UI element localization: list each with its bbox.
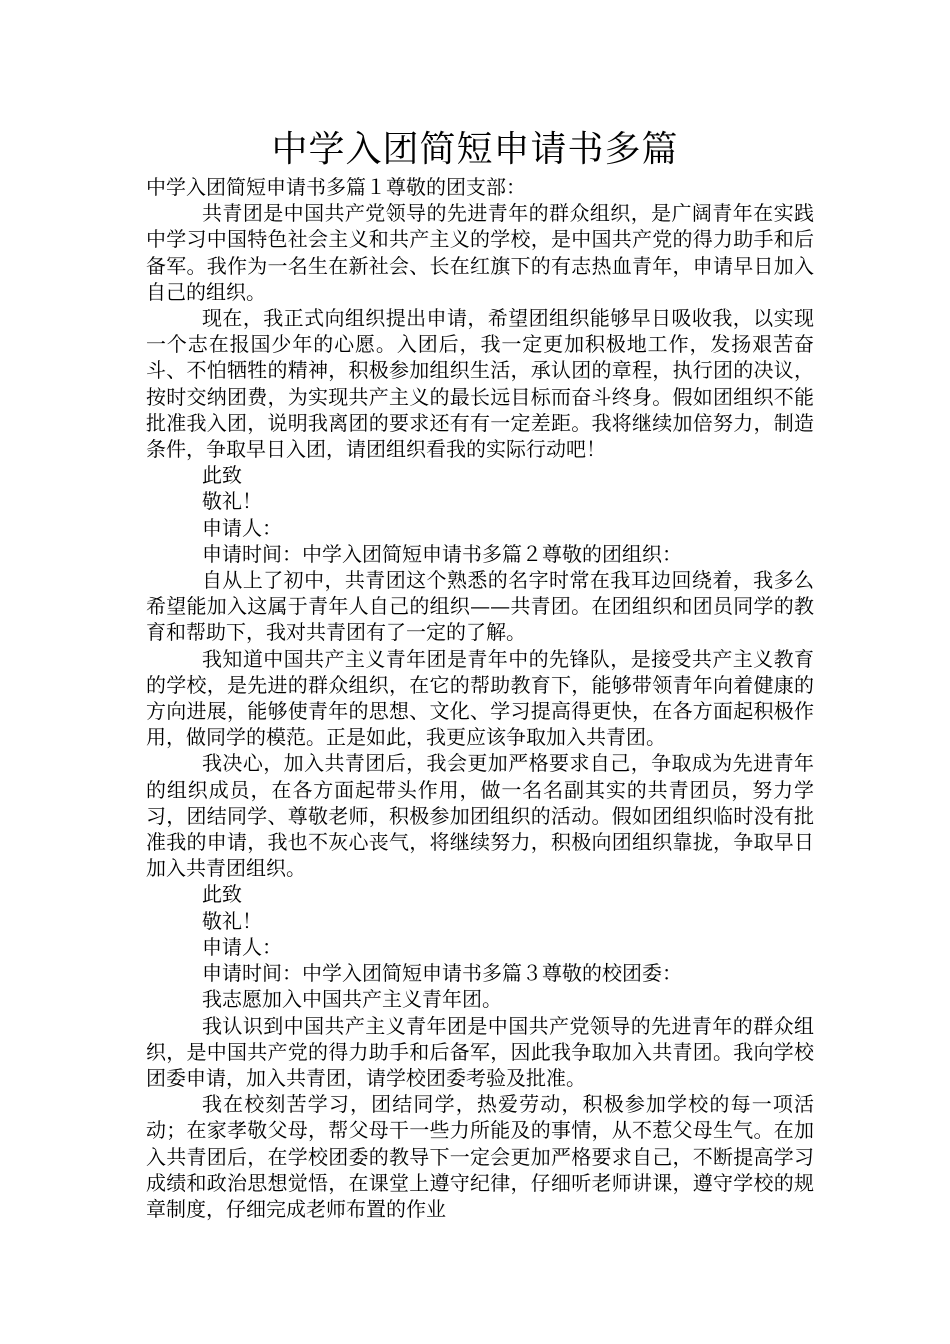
body-paragraph: 共青团是中国共产党领导的先进青年的群众组织，是广阔青年在实践中学习中国特色社会主义和共产主义的学校，是中国共产党的得力助手和后备军。我作为一名生在新社会、长在红旗下的有志热血青年，申请早日加入自己的组织。 — [146, 201, 814, 304]
body-paragraph: 申请时间：中学入团简短申请书多篇２尊敬的团组织： — [202, 541, 682, 566]
document-body — [146, 174, 814, 1222]
body-paragraph: 我知道中国共产主义青年团是青年中的先锋队，是接受共产主义教育的学校，是先进的群众组织，在它的帮助教育下，能够带领青年向着健康的方向进展，能够使青年的思想、文化、学习提高得更快，在各方面起积极作用，做同学的模范。正是如此，我更应该争取加入共青团。 — [146, 646, 814, 750]
body-paragraph: 此致 — [202, 882, 242, 907]
body-paragraph: 敬礼！ — [202, 908, 262, 933]
body-paragraph: 我志愿加入中国共产主义青年团。 — [202, 987, 502, 1012]
body-paragraph: 此致 — [202, 463, 242, 488]
body-paragraph: 自从上了初中，共青团这个熟悉的名字时常在我耳边回绕着，我多么希望能加入这属于青年人自己的组织——共青团。在团组织和团员同学的教育和帮助下，我对共青团有了一定的了解。 — [146, 568, 814, 645]
body-paragraph: 申请时间：中学入团简短申请书多篇３尊敬的校团委： — [202, 961, 682, 986]
body-paragraph: 我决心，加入共青团后，我会更加严格要求自己，争取成为先进青年的组织成员，在各方面起带头作用，做一名名副其实的共青团员，努力学习，团结同学、尊敬老师，积极参加团组织的活动。假如团组织临时没有批准我的申请，我也不灰心丧气，将继续努力，积极向团组织靠拢，争取早日加入共青团组织。 — [146, 751, 814, 881]
body-paragraph: 我在校刻苦学习，团结同学，热爱劳动，积极参加学校的每一项活动；在家孝敬父母，帮父母干一些力所能及的事情，从不惹父母生气。在加入共青团后，在学校团委的教导下一定会更加严格要求自己，不断提高学习成绩和政治思想觉悟，在课堂上遵守纪律，仔细听老师讲课，遵守学校的规章制度，仔细完成老师布置的作业 — [146, 1092, 814, 1221]
body-paragraph: 现在，我正式向组织提出申请，希望团组织能够早日吸收我，以实现一个志在报国少年的心愿。入团后，我一定更加积极地工作，发扬艰苦奋斗、不怕牺牲的精神，积极参加组织生活，承认团的章程，执行团的决议，按时交纳团费，为实现共产主义的最长远目标而奋斗终身。假如团组织不能批准我入团，说明我离团的要求还有有一定差距。我将继续加倍努力，制造条件，争取早日入团，请团组织看我的实际行动吧！ — [146, 306, 814, 462]
body-paragraph: 中学入团简短申请书多篇１尊敬的团支部： — [146, 175, 526, 199]
body-paragraph: 我认识到中国共产主义青年团是中国共产党领导的先进青年的群众组织，是中国共产党的得力助手和后备军，因此我争取加入共青团。我向学校团委申请，加入共青团，请学校团委考验及批准。 — [146, 1013, 814, 1090]
body-paragraph: 申请人： — [202, 515, 282, 540]
body-paragraph: 申请人： — [202, 934, 282, 959]
document-title: 中学入团简短申请书多篇 — [271, 129, 679, 170]
body-paragraph: 敬礼！ — [202, 489, 262, 514]
